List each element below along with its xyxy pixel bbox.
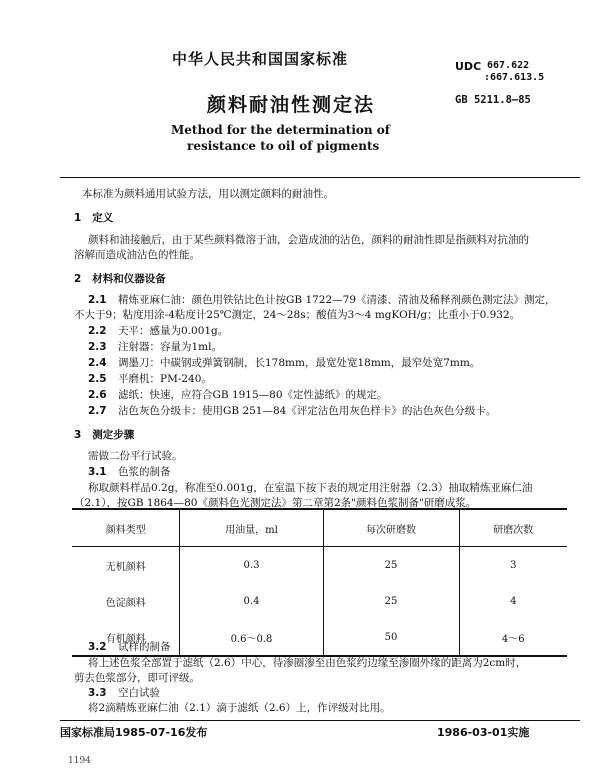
national-standard-heading: 中华人民共和国国家标准 (172, 50, 349, 68)
section-1-heading (74, 210, 113, 225)
table-row (72, 583, 567, 619)
item-2-4-text: 调墨刀：中碳钢或弹簧钢制，长178mm，最宽处宽18mm，最窄处宽7mm。 (118, 357, 481, 369)
table-cell: 4～6 (459, 619, 567, 656)
item-2-5-text: 平磨机：PM-240。 (118, 373, 212, 385)
section-1-text-line2: 溶解而造成油沾色的性能。 (74, 249, 200, 261)
item-3-3-heading (88, 686, 160, 701)
item-2-6 (88, 388, 388, 403)
document-title-en-line2: resistance to oil of pigments (187, 139, 380, 153)
footer-divider (60, 720, 580, 721)
issue-date: 国家标准局1985-07-16发布 (60, 726, 208, 739)
item-2-1-line1 (88, 293, 556, 308)
section-3-number: 3 (74, 429, 82, 441)
item-2-3-number: 2.3 (88, 341, 107, 353)
document-title-cn: 颜料耐油性测定法 (207, 94, 376, 116)
item-3-2-title: 试样的制备 (118, 641, 171, 653)
table-cell: 0.4 (180, 583, 323, 619)
item-3-1-title: 色浆的制备 (118, 466, 171, 478)
table-cell: 色淀颜料 (105, 597, 146, 609)
section-1-title: 定义 (92, 212, 114, 224)
item-2-2-text: 天平：感量为0.001g。 (118, 325, 229, 337)
udc-code-secondary: :667.613.5 (484, 72, 545, 83)
item-2-4 (88, 356, 480, 371)
grinding-parameters-table (72, 508, 567, 657)
item-2-2 (88, 324, 228, 339)
table-cell: 4 (459, 583, 567, 619)
item-2-7-number: 2.7 (88, 405, 107, 417)
item-2-4-number: 2.4 (88, 357, 107, 369)
table-cell: 3 (459, 547, 567, 584)
table-cell: 无机颜料 (105, 561, 146, 573)
section-3-heading (74, 427, 134, 442)
udc-code-primary: 667.622 (487, 60, 530, 71)
table-header-cell: 用油量，ml (180, 509, 323, 547)
item-2-3-text: 注射器：容量为1ml。 (118, 341, 222, 353)
section-2-number: 2 (74, 273, 82, 285)
udc-label: UDC (455, 60, 482, 73)
item-2-2-number: 2.2 (88, 325, 107, 337)
item-3-2-line2: 剪去色浆部分，即可评级。 (74, 672, 200, 684)
table-header-cell: 每次研磨数 (323, 509, 459, 547)
table-header-cell: 颜料类型 (72, 509, 180, 547)
table-cell: 25 (323, 547, 459, 584)
table-header-row (72, 509, 567, 547)
item-3-2-number: 3.2 (88, 641, 107, 653)
item-3-1-line1: 称取颜料样品0.2g，称准至0.001g，在室温下按下表的规定用注射器（2.3）抽取精炼亚麻仁油 (88, 482, 533, 494)
section-1-text-line1: 颜料和油接触后，由于某些颜料微溶于油，会造成油的沾色，颜料的耐油性即是指颜料对抗油的 (88, 234, 529, 246)
item-3-2-line1: 将上述色浆全部置于滤纸（2.6）中心，待渗圈渗至由色浆约边缘至渗圈外缘的距离为2cm时， (88, 657, 527, 669)
table-header-cell: 研磨次数 (459, 509, 567, 547)
intro-paragraph: 本标准为颜料通用试验方法，用以测定颜料的耐油性。 (82, 188, 334, 200)
item-3-1-heading (88, 465, 171, 480)
table-cell: 有机颜料 (72, 619, 180, 656)
item-3-3-number: 3.3 (88, 687, 107, 699)
effective-date: 1986-03-01实施 (437, 726, 530, 739)
table-row (72, 547, 567, 584)
section-1-number: 1 (74, 212, 82, 224)
document-title-en-line1: Method for the determination of (171, 123, 390, 137)
table-cell: 0.6～0.8 (180, 619, 323, 656)
header-divider (60, 177, 580, 178)
item-2-7 (88, 404, 496, 419)
item-2-1-text: 精炼亚麻仁油：颜色用铁钴比色计按GB 1722—79《清漆、清油及稀释剂颜色测定法》测定， (118, 294, 556, 306)
item-3-3-title: 空白试验 (118, 687, 160, 699)
item-2-5-number: 2.5 (88, 373, 107, 385)
item-2-7-text: 沾色灰色分级卡：使用GB 251—84《评定沾色用灰色样卡》的沾色灰色分级卡。 (118, 405, 497, 417)
section-2-heading (74, 271, 166, 286)
table-cell: 0.3 (180, 547, 323, 584)
item-2-1-number: 2.1 (88, 294, 107, 306)
item-2-1-line2: 不大于9；粘度用涂-4粘度计25℃测定，24～28s；酸值为3～4 mgKOH/g；比重小于0.932。 (74, 309, 521, 321)
item-3-2-heading (88, 640, 171, 655)
section-3-title: 测定步骤 (92, 429, 135, 441)
table-cell: 50 (323, 619, 459, 656)
gb-standard-code: GB 5211.8—85 (455, 94, 531, 106)
item-2-5 (88, 372, 212, 387)
page-number: 1194 (68, 756, 91, 766)
item-2-6-text: 滤纸：快速，应符合GB 1915—80《定性滤纸》的规定。 (118, 389, 388, 401)
item-3-1-line2: （2.1），按GB 1864—80《颜料色光测定法》第二章第2条"颜料色浆制备"研磨成浆。 (74, 497, 477, 509)
table-cell: 25 (323, 583, 459, 619)
section-2-title: 材料和仪器设备 (92, 273, 166, 285)
item-3-3-line1: 将2滴精炼亚麻仁油（2.1）滴于滤纸（2.6）上，作评级对比用。 (88, 702, 391, 714)
item-2-6-number: 2.6 (88, 389, 107, 401)
item-3-1-number: 3.1 (88, 466, 107, 478)
section-3-note: 需做二份平行试验。 (88, 450, 183, 462)
item-2-3 (88, 340, 222, 355)
